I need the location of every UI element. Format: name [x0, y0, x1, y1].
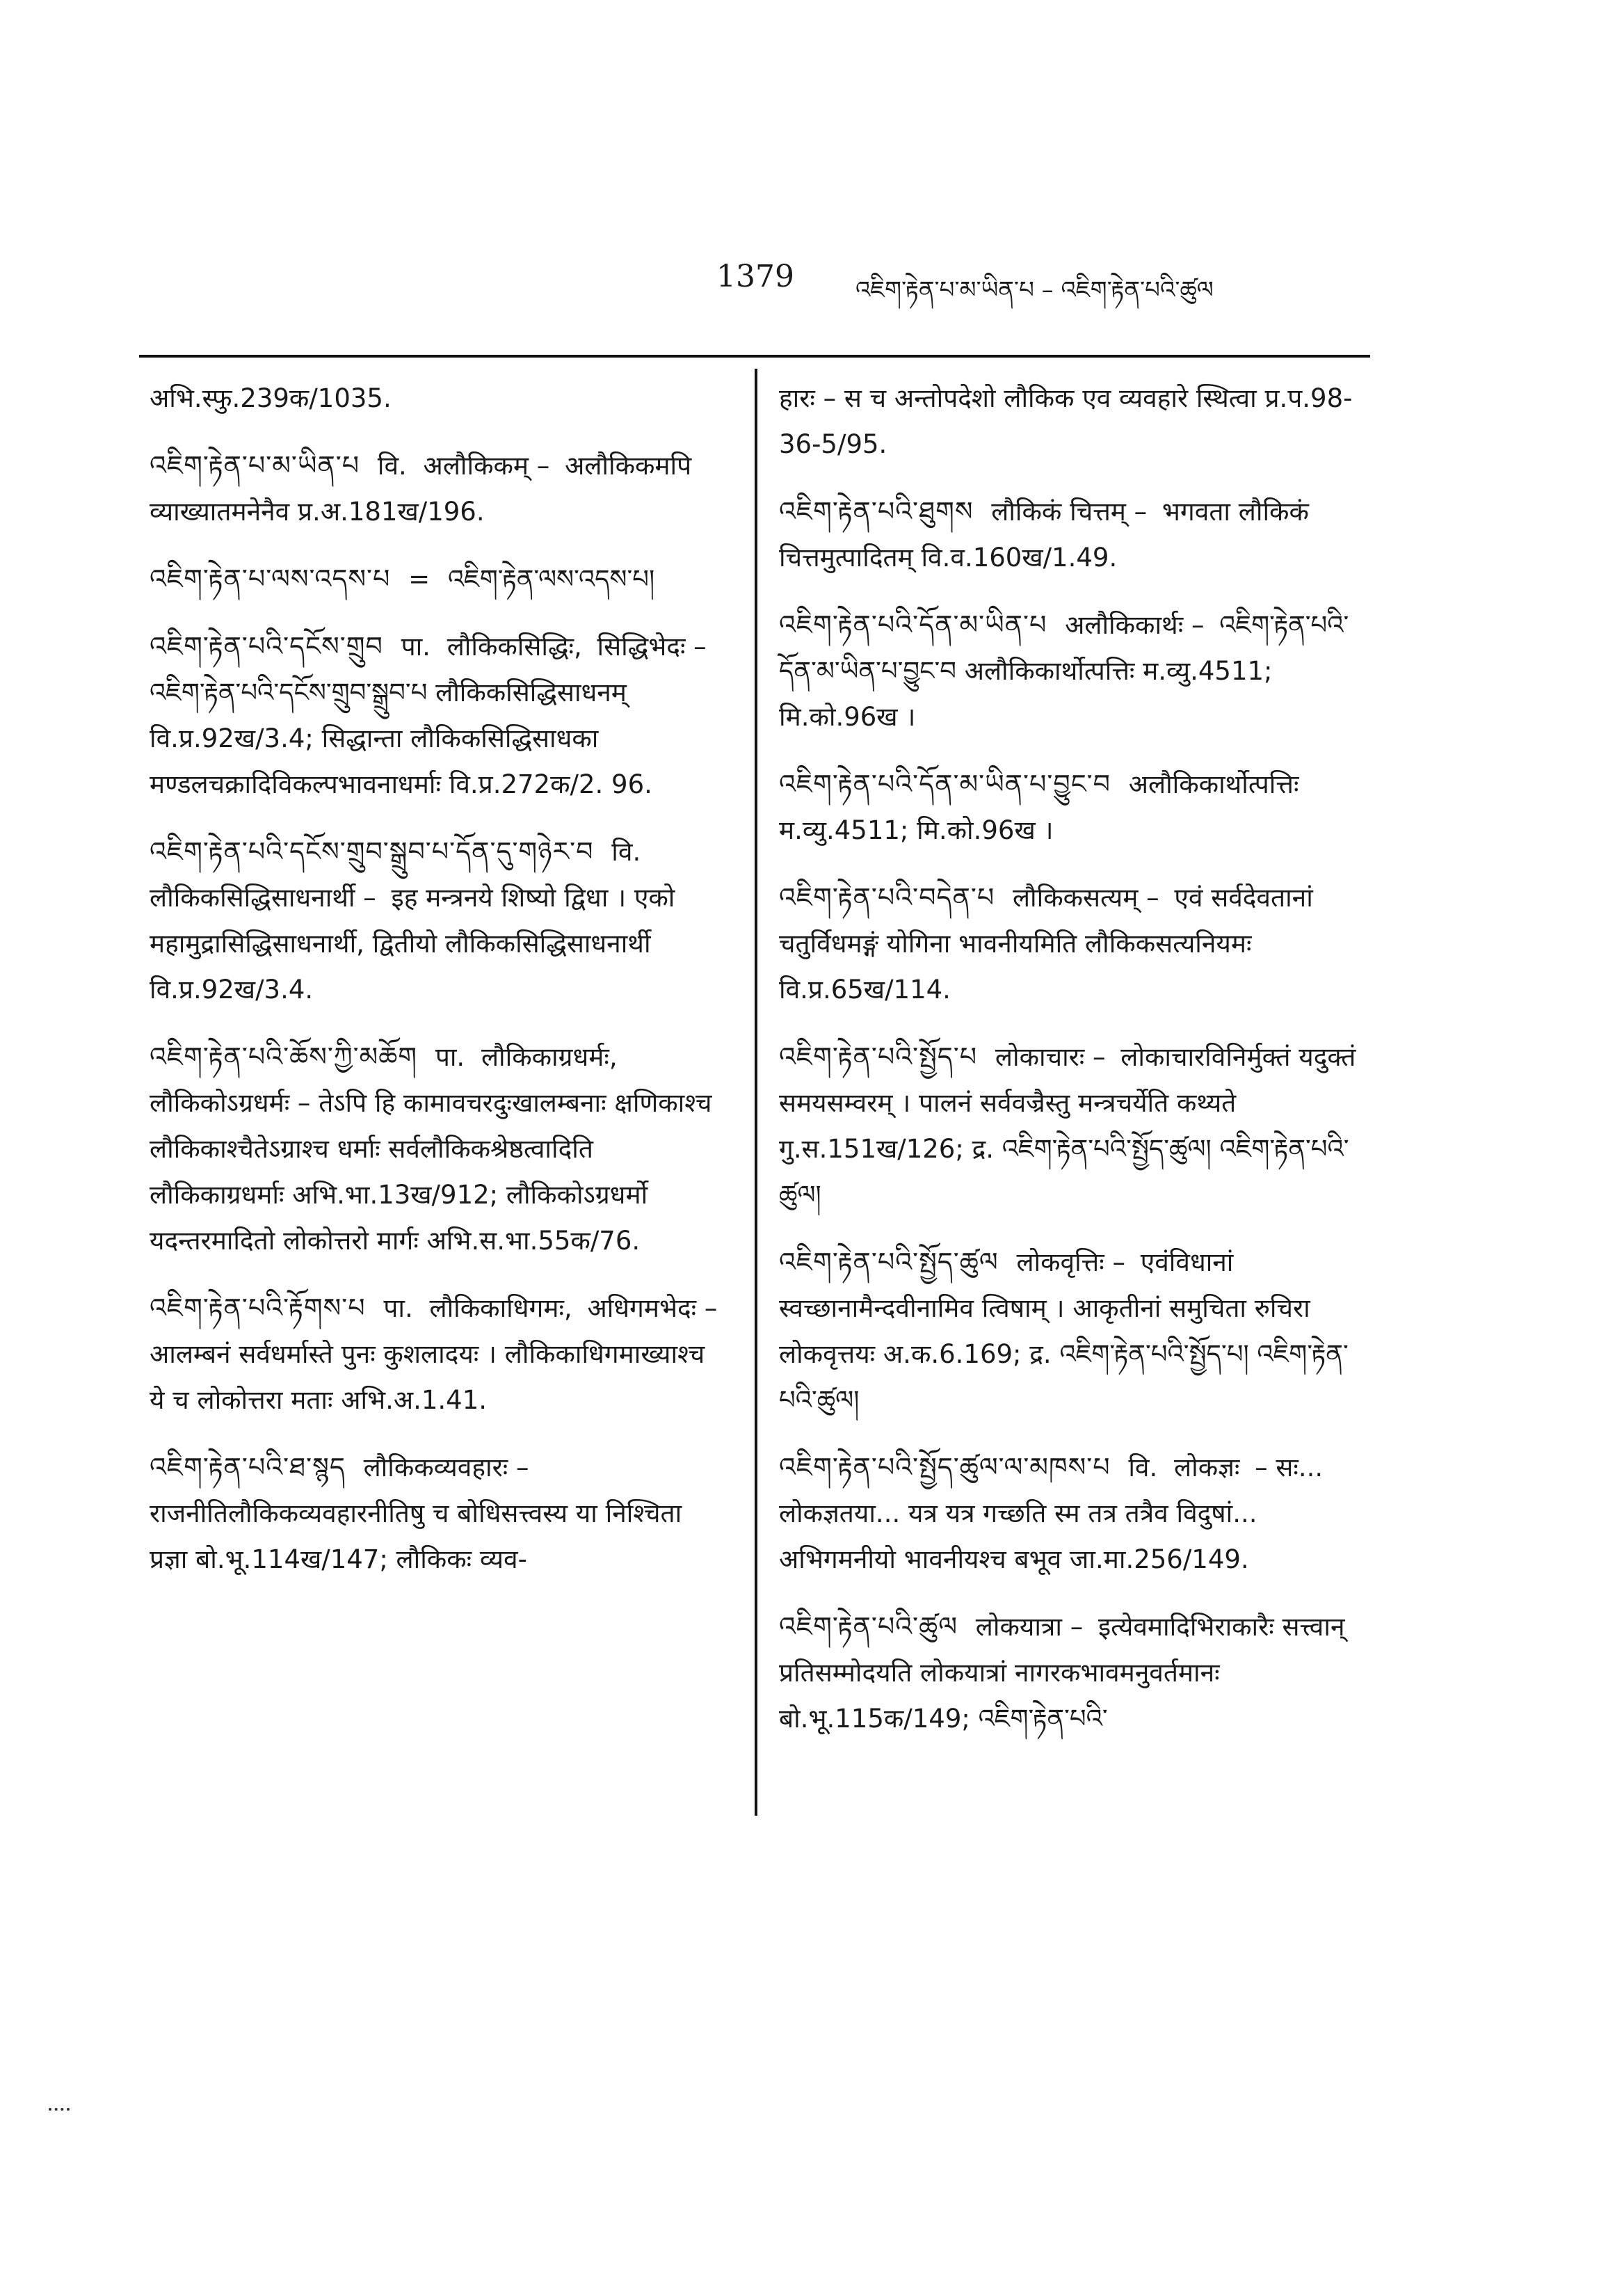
entry-text: इत्येवमादिभिराकारैः सत्त्वान् प्रतिसम्मोदयति लोकयात्रां नागरकभावमनुवर्तमानः बो.भू.115क/149; འཇིག་རྟེན་པའི་	[779, 1612, 1345, 1734]
entry-text: भगवता लौकिकं चित्तमुत्पादितम् वि.व.160ख/1.49.	[779, 497, 1309, 573]
entry-text: इह मन्त्रनये शिष्यो द्विधा । एको महामुद्रासिद्धिसाधनार्थी, द्वितीयो लौकिकसिद्धिसाधनार्थी वि.प्र.92ख/3.4.	[150, 883, 675, 1005]
entry-gloss: लोकज्ञः	[1174, 1453, 1240, 1482]
dictionary-entry	[150, 1034, 727, 1264]
entry-headword: འཇིག་རྟེན་པའི་སྤྱོད་ཚུལ་ལ་མཁས་པ	[779, 1452, 1111, 1482]
dictionary-entry	[150, 556, 727, 602]
entry-headword: འཇིག་རྟེན་པ་ལས་འདས་པ	[150, 563, 391, 594]
dictionary-entry	[779, 1604, 1356, 1742]
entry-category: वि.	[611, 837, 641, 867]
entry-headword: འཇིག་རྟེན་པའི་དོན་མ་ཡིན་པ་བྱུང་བ	[779, 769, 1111, 799]
entry-category: वि.	[1128, 1453, 1158, 1482]
entry-text: अभि.स्फु.239क/1035.	[150, 383, 392, 413]
dictionary-entry	[150, 623, 727, 808]
entry-text: लोकाचारविनिर्मुक्तं यदुक्तं समयसम्वरम् । पालनं सर्ववज्रैस्तु मन्त्रचर्येति कथ्यते गु.स.151ख/126; द्र. འཇིག་རྟེན་པའི་སྤྱོད་ཚུལ། འཇིག་རྟེན་པའི་ཚུལ།	[779, 1042, 1356, 1210]
entry-gloss: लोकयात्रा –	[975, 1612, 1084, 1642]
entry-headword: འཇིག་རྟེན་པའི་སྤྱོད་ཚུལ	[779, 1247, 999, 1277]
page-number: 1379	[716, 259, 794, 294]
entry-text: राजनीतिलौकिकव्यवहारनीतिषु च बोधिसत्त्वस्य या निश्चिता प्रज्ञा बो.भू.114ख/147; लौकिकः व्यव-	[150, 1498, 682, 1574]
entry-text: འཇིག་རྟེན་ལས་འདས་པ།	[447, 564, 655, 594]
entry-headword: འཇིག་རྟེན་པའི་ཐུགས	[779, 496, 974, 527]
right-column	[779, 376, 1356, 1763]
dictionary-entry	[779, 376, 1356, 467]
dictionary-entry	[150, 1285, 727, 1423]
entry-gloss: लौकिकसिद्धिः,	[447, 632, 582, 662]
entry-text: लौकिकोऽग्रधर्मः – तेऽपि हि कामावचरदुःखालम्बनाः क्षणिकाश्च लौकिकाश्चैतेऽग्राश्च धर्माः सर्वलौकिकश्रेष्ठत्वादिति लौकिकाग्रधर्माः अभि.भा.13ख/912; लौकिकोऽग्रधर्मो यदन्तरमादितो लोकोत्तरो मार्गः अभि.स.भा.55क/76.	[150, 1088, 712, 1256]
entry-gloss: लौकिकाग्रधर्मः,	[481, 1042, 618, 1072]
entry-gloss: लौकिकव्यवहारः –	[363, 1453, 529, 1482]
running-head: འཇིག་རྟེན་པ་མ་ཡིན་པ – འཇིག་རྟེན་པའི་ཚུལ	[855, 276, 1214, 304]
entry-text: एवंविधानां स्वच्छानामैन्दवीनामिव त्विषाम् । आकृतीनां समुचिता रुचिरा लोकवृत्तयः अ.क.6.169; द्र. འཇིག་རྟེན་པའི་སྤྱོད་པ། འཇིག་རྟེན་པའི་ཚུལ།	[779, 1247, 1349, 1415]
dictionary-entry	[779, 874, 1356, 1013]
dictionary-entry	[150, 1444, 727, 1583]
entry-text: हारः – स च अन्तोपदेशो लौकिक एव व्यवहारे स्थित्वा प्र.प.98-36-5/95.	[779, 383, 1353, 459]
entry-headword: འཇིག་རྟེན་པའི་བདེན་པ	[779, 882, 995, 913]
entry-headword: འཇིག་རྟེན་པའི་སྤྱོད་པ	[779, 1041, 978, 1072]
entry-text: सिद्धिभेदः – འཇིག་རྟེན་པའི་དངོས་གྲུབ་སྒྲུབ་པ लौकिकसिद्धिसाधनम् वि.प्र.92ख/3.4; सिद्धान्ता लौकिकसिद्धिसाधका मण्डलचक्रादिविकल्पभावनाधर्माः वि.प्र.272क/2. 96.	[150, 632, 707, 799]
entry-text: འཇིག་རྟེན་པའི་དོན་མ་ཡིན་པ་བྱུང་བ अलौकिकार्थोत्पत्तिः म.व्यु.4511; मि.को.96ख ।	[779, 610, 1349, 732]
entry-gloss: अलौकिकार्थोत्पत्तिः	[1128, 769, 1299, 799]
dictionary-entry	[779, 1034, 1356, 1218]
entry-headword: འཇིག་རྟེན་པའི་དོན་མ་ཡིན་པ	[779, 609, 1047, 640]
dictionary-entry	[779, 602, 1356, 740]
entry-text: अलौकिकमपि व्याख्यातमनेनैव प्र.अ.181ख/196.	[150, 451, 692, 527]
scan-speck	[49, 2102, 70, 2111]
header-divider	[139, 355, 1370, 358]
entry-category: पा.	[383, 1293, 413, 1323]
entry-gloss: लौकिकसत्यम् –	[1012, 883, 1159, 913]
column-divider	[755, 369, 757, 1816]
dictionary-entry	[779, 488, 1356, 581]
dictionary-entry	[150, 442, 727, 535]
dictionary-entry	[779, 761, 1356, 854]
entry-category: पा.	[435, 1042, 465, 1072]
entry-category: वि.	[377, 451, 407, 481]
entry-text: – सः... लोकज्ञतया... यत्र यत्र गच्छति स्म तत्र तत्रैव विदुषां... अभिगमनीयो भावनीयश्च बभूव जा.मा.256/149.	[779, 1453, 1324, 1574]
entry-gloss: लोकाचारः –	[995, 1042, 1106, 1072]
entry-gloss: लौकिकं चित्तम् –	[991, 497, 1148, 527]
entry-text: म.व्यु.4511; मि.को.96ख ।	[779, 815, 1054, 845]
dictionary-entry	[150, 829, 727, 1013]
entry-headword: འཇིག་རྟེན་པའི་དངོས་གྲུབ་སྒྲུབ་པ་དོན་དུ་གཉེར་བ	[150, 836, 594, 867]
entry-headword: འཇིག་རྟེན་པའི་ཚུལ	[779, 1611, 958, 1642]
entry-text: अधिगमभेदः – आलम्बनं सर्वधर्मास्ते पुनः कुशलादयः । लौकिकाधिगमाख्याश्च ये च लोकोत्तरा मताः अभि.अ.1.41.	[150, 1293, 718, 1415]
entry-headword: འཇིག་རྟེན་པའི་རྟོགས་པ	[150, 1293, 366, 1323]
entry-gloss: लौकिकसिद्धिसाधनार्थी –	[150, 883, 376, 913]
entry-headword: འཇིག་རྟེན་པའི་ཆོས་ཀྱི་མཆོག	[150, 1041, 418, 1072]
entry-headword: འཇིག་རྟེན་པའི་ཐ་སྙད	[150, 1452, 346, 1482]
entry-gloss: लौकिकाधिगमः,	[429, 1293, 572, 1323]
dictionary-entry	[150, 376, 727, 422]
left-column	[150, 376, 727, 1604]
entry-headword: འཇིག་རྟེན་པ་མ་ཡིན་པ	[150, 450, 360, 481]
entry-gloss: अलौकिकार्थः –	[1065, 610, 1205, 640]
entry-text: एवं सर्वदेवतानां चतुर्विधमङ्गं योगिना भावनीयमिति लौकिकसत्यनियमः वि.प्र.65ख/114.	[779, 883, 1313, 1005]
entry-gloss: अलौकिकम् –	[423, 451, 550, 481]
dictionary-entry	[779, 1239, 1356, 1423]
entry-category: =	[408, 564, 431, 594]
entry-category: पा.	[401, 632, 431, 662]
entry-headword: འཇིག་རྟེན་པའི་དངོས་གྲུབ	[150, 631, 383, 662]
dictionary-entry	[779, 1444, 1356, 1583]
entry-gloss: लोकवृत्तिः –	[1016, 1247, 1125, 1277]
